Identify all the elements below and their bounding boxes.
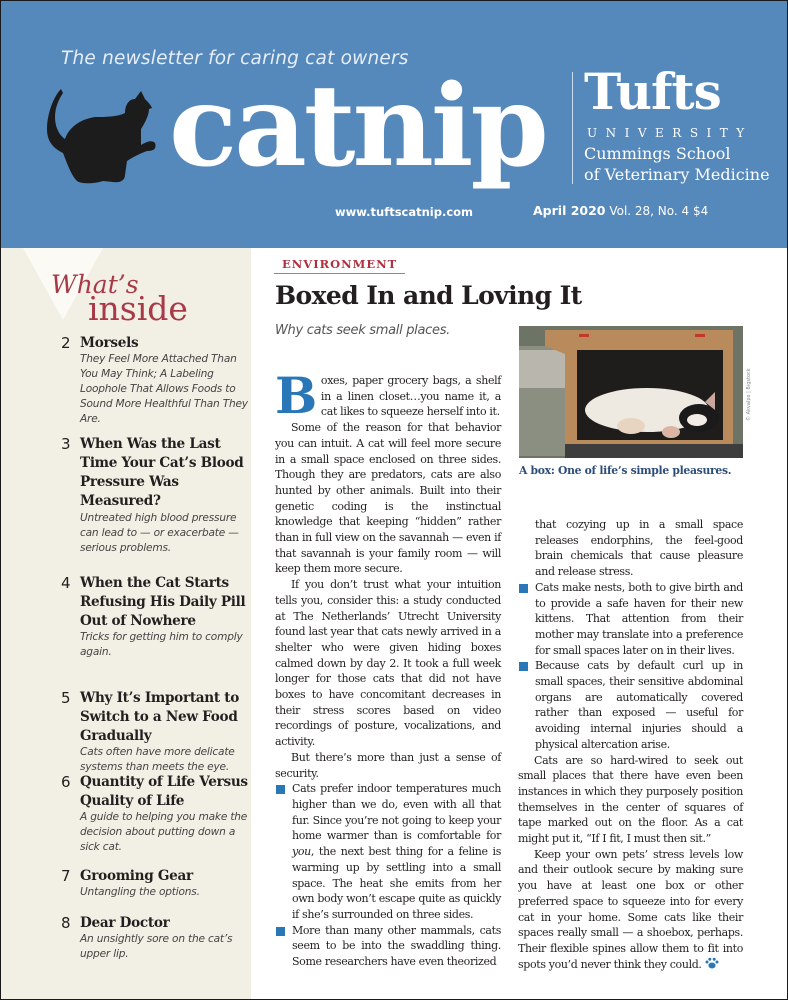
drop-cap: B — [275, 366, 317, 425]
whats-inside-sidebar — [1, 248, 251, 1000]
article-headline: Boxed In and Loving It — [275, 281, 582, 310]
toc-description: Tricks for getting him to comply again. — [80, 631, 243, 658]
toc-title: Morsels — [80, 335, 139, 351]
bullet-item-swaddling: More than many other mammals, cats seem to be into the swaddling thing. Some researchers have even theorized — [275, 923, 501, 970]
university-label: UNIVERSITY — [587, 126, 753, 140]
bullet-item-temperature: Cats prefer indoor temperatures much higher than we do, even with all that fur. Since you’re not going to keep your home warmer than is comfortable for you, the next best thing for a feline is warming up by settling into a small space. The heat she emits from her own body won’t escape quite as quickly if she’s surrounded on three sides. — [275, 781, 501, 922]
toc-title: Why It’s Important to Switch to a New Food Gradually — [80, 690, 240, 744]
bullet-item-protection: Because cats by default curl up in small spaces, their sensitive abdominal organs are automatically covered rather than exposed — useful for avoiding internal injuries should a physical altercation arise. — [518, 658, 743, 752]
toc-page-number: 2 — [61, 334, 71, 352]
toc-page-number: 7 — [61, 867, 71, 885]
cat-in-box-photo — [519, 326, 743, 458]
toc-description: Untangling the options. — [80, 886, 200, 898]
toc-page-number: 4 — [61, 574, 71, 592]
cat-silhouette-icon — [41, 83, 169, 191]
issue-volume: Vol. 28, No. 4 $4 — [609, 204, 709, 218]
photo-illustration — [519, 326, 743, 458]
article-paragraph-1: Boxes, paper grocery bags, a shelf in a linen closet…you name it, a cat likes to squeeze herself into it. — [275, 366, 501, 425]
article-column-1 — [275, 366, 501, 970]
toc-title: Quantity of Life Versus Quality of Life — [80, 774, 248, 809]
toc-page-number: 6 — [61, 773, 71, 791]
article-paragraph-4: But there’s more than just a sense of security. — [275, 750, 501, 780]
tufts-logo: Tufts — [584, 62, 721, 121]
masthead-banner — [1, 1, 788, 248]
article-paragraph-3: If you don’t trust what your intuition tells you, consider this: a study conducted at The Netherlands’ Utrecht University found last year that cats newly arrived in a shelter who were given hiding boxes calmed down by day 2. It took a full week longer for those cats that did not have boxes to have concomitant decreases in their stress scores based on video recordings of posture, vocalizations, and activity. — [275, 578, 501, 749]
article-paragraph-6: Keep your own pets’ stress levels low and their outlook secure by making sure you have at least one box or other preferred space to squeeze into for every cat in your home. Some cats like their spaces really small — a shoebox, perhaps. Their flexible spines allow them to fit into spots you’d never think they could. — [518, 847, 743, 971]
toc-description: Untreated high blood pressure can lead to — or exacerbate — serious problems. — [80, 512, 239, 554]
toc-description: Cats often have more delicate systems than meets the eye. — [80, 746, 235, 773]
article-paragraph-5: Cats are so hard-wired to seek out small places that there have even been instances in which they purposely position themselves in the center of squares of tape marked out on the floor. As a cat might put it, “If I fit, I must then sit.” — [518, 753, 743, 846]
section-label: ENVIRONMENT — [274, 257, 405, 274]
tagline: The newsletter for caring cat owners — [61, 48, 409, 69]
toc-description: They Feel More Attached Than You May Think; A Labeling Loophole That Allows Foods to Sound More Healthful Than They Are. — [80, 353, 248, 425]
toc-page-number: 3 — [61, 435, 71, 453]
photo-credit: © Akvalpo | Bigstock — [746, 368, 752, 421]
toc-title: Grooming Gear — [80, 868, 193, 884]
article-paragraph-2: Some of the reason for that behavior you can intuit. A cat will feel more secure in a small space enclosed on three sides. Though they are predators, cats are also hunted by other animals. Built into their genetic coding is the instinctual knowledge that keeping “hidden” rather than in full view on the savannah — even if that savannah is your family room — will keep them more secure. — [275, 421, 501, 576]
bullet-continuation: that cozying up in a small space releases endorphins, the feel-good brain chemicals that cause pleasure and release stress. — [535, 518, 743, 579]
article-column-2 — [518, 517, 743, 972]
sidebar-heading-whats: What’s — [51, 270, 139, 299]
website-link[interactable]: www.tuftscatnip.com — [335, 205, 474, 219]
school-name-line-2: of Veterinary Medicine — [584, 165, 770, 184]
toc-page-number: 8 — [61, 914, 71, 932]
toc-description: An unsightly sore on the cat’s upper lip. — [80, 933, 233, 960]
catnip-logo: catnip — [169, 61, 546, 192]
toc-title: When the Cat Starts Refusing His Daily Pill Out of Nowhere — [80, 575, 246, 629]
paw-print-icon — [705, 957, 719, 969]
issue-info — [533, 203, 708, 218]
toc-description: A guide to helping you make the decision about putting down a sick cat. — [80, 811, 248, 853]
issue-date: April 2020 — [533, 203, 606, 218]
bullet-item-nests: Cats make nests, both to give birth and to provide a safe haven for their new kittens. That attention from their mother may translate into a preference for small spaces later on in their lives. — [518, 580, 743, 659]
school-name-line-1: Cummings School — [584, 144, 731, 163]
masthead-divider — [572, 72, 573, 184]
sidebar-heading-inside: inside — [88, 289, 188, 328]
toc-title: When Was the Last Time Your Cat’s Blood Pressure Was Measured? — [80, 436, 244, 509]
toc-title: Dear Doctor — [80, 915, 170, 931]
photo-caption: A box: One of life’s simple pleasures. — [519, 464, 732, 477]
toc-page-number: 5 — [61, 689, 71, 707]
article-deck: Why cats seek small places. — [275, 323, 451, 338]
